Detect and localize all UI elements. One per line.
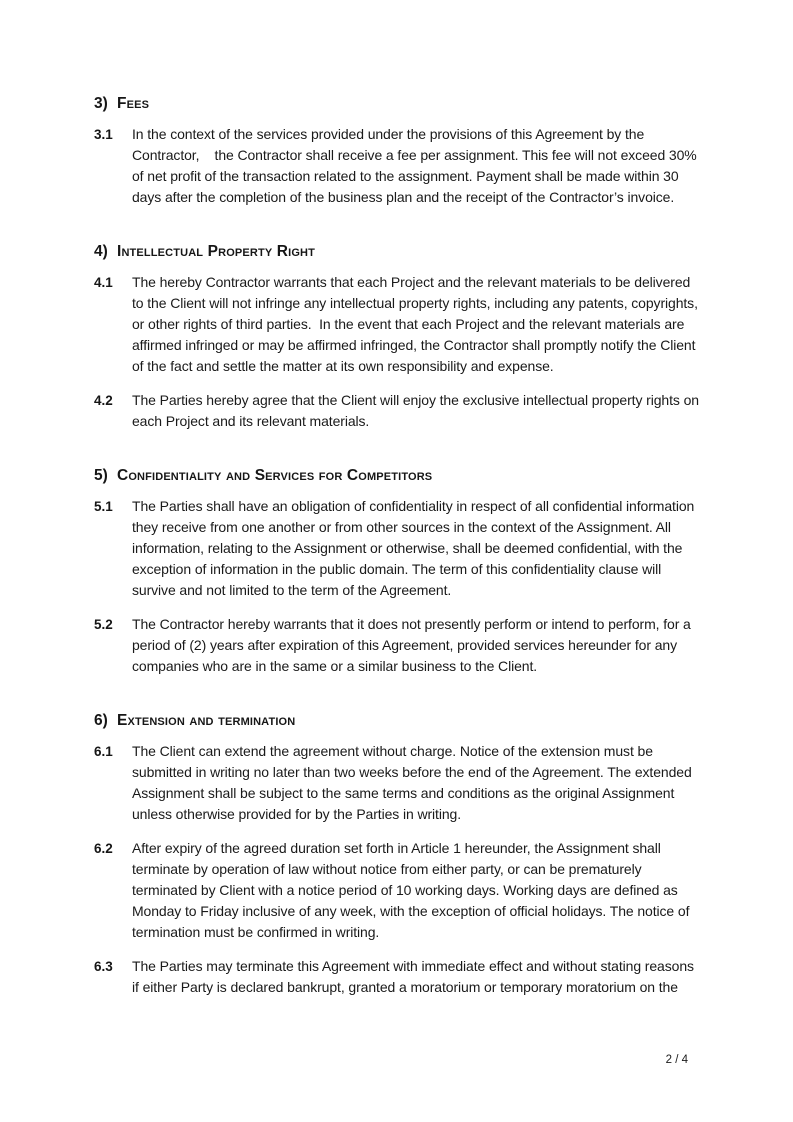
page-number-indicator: 2 / 4 [665,1054,688,1066]
section-title: Confidentiality and Services for Competitors [117,467,433,484]
clause-text: The Client can extend the agreement without charge. Notice of the extension must be submitted in writing no later than two weeks before the end of the Agreement. The extended Assignment shall be subject to the same terms and conditions as the original Assignment unless otherwise provided for by the Parties in writing. [132,743,692,822]
clause-6-3 [94,956,704,998]
clause-number: 6.3 [94,959,113,974]
section-number: 6) [94,712,108,729]
section-intellectual-property-right [94,242,704,432]
clause-number: 4.2 [94,393,113,408]
section-number: 5) [94,467,108,484]
clause-number: 4.1 [94,275,113,290]
section-extension-and-termination [94,711,704,998]
clause-number: 5.1 [94,499,113,514]
section-number: 4) [94,243,108,260]
clause-6-2 [94,838,704,943]
clause-text: In the context of the services provided under the provisions of this Agreement by the Contractor, the Contractor shall receive a fee per assignment. This fee will not exceed 30% of net profit of the transaction related to the assignment. Payment shall be made within 30 days after the completion of the business plan and the receipt of the Contractor’s invoice. [132,126,697,205]
section-heading [94,466,704,485]
clause-number: 6.1 [94,744,113,759]
section-heading [94,94,704,113]
section-fees [94,94,704,208]
section-title: Extension and termination [117,712,296,729]
section-heading [94,242,704,261]
clause-3-1 [94,124,704,208]
clause-text: After expiry of the agreed duration set forth in Article 1 hereunder, the Assignment shall terminate by operation of law without notice from either party, or can be prematurely terminated by Client with a notice period of 10 working days. Working days are defined as Monday to Friday inclusive of any week, with the exception of official holidays. The notice of termination must be confirmed in writing. [132,840,690,940]
clause-text: The hereby Contractor warrants that each Project and the relevant materials to be delivered to the Client will not infringe any intellectual property rights, including any patents, copyrights, or other rights of third parties. In the event that each Project and the relevant materials are affirmed infringed or may be affirmed infringed, the Contractor shall promptly notify the Client of the fact and settle the matter at its own responsibility and expense. [132,274,698,374]
clause-text: The Parties shall have an obligation of confidentiality in respect of all confidential information they receive from one another or from other sources in the context of the Assignment. All information, relating to the Assignment or otherwise, shall be deemed confidential, with the exception of information in the public domain. The term of this confidentiality clause will survive and not limited to the term of the Agreement. [132,498,695,598]
clause-text: The Parties may terminate this Agreement with immediate effect and without stating reasons if either Party is declared bankrupt, granted a moratorium or temporary moratorium on the [132,958,694,995]
clause-4-1 [94,272,704,377]
document-body [94,94,704,998]
clause-text: The Contractor hereby warrants that it does not presently perform or intend to perform, for a period of (2) years after expiration of this Agreement, provided services hereunder for any companies who are in the same or a similar business to the Client. [132,616,691,674]
section-title: Fees [117,95,150,112]
clause-4-2 [94,390,704,432]
clause-number: 3.1 [94,127,113,142]
clause-6-1 [94,741,704,825]
section-title: Intellectual Property Right [117,243,315,260]
section-number: 3) [94,95,108,112]
clause-number: 6.2 [94,841,113,856]
section-heading [94,711,704,730]
clause-5-2 [94,614,704,677]
section-confidentiality [94,466,704,677]
clause-number: 5.2 [94,617,113,632]
clause-5-1 [94,496,704,601]
clause-text: The Parties hereby agree that the Client will enjoy the exclusive intellectual property rights on each Project and its relevant materials. [132,392,699,429]
